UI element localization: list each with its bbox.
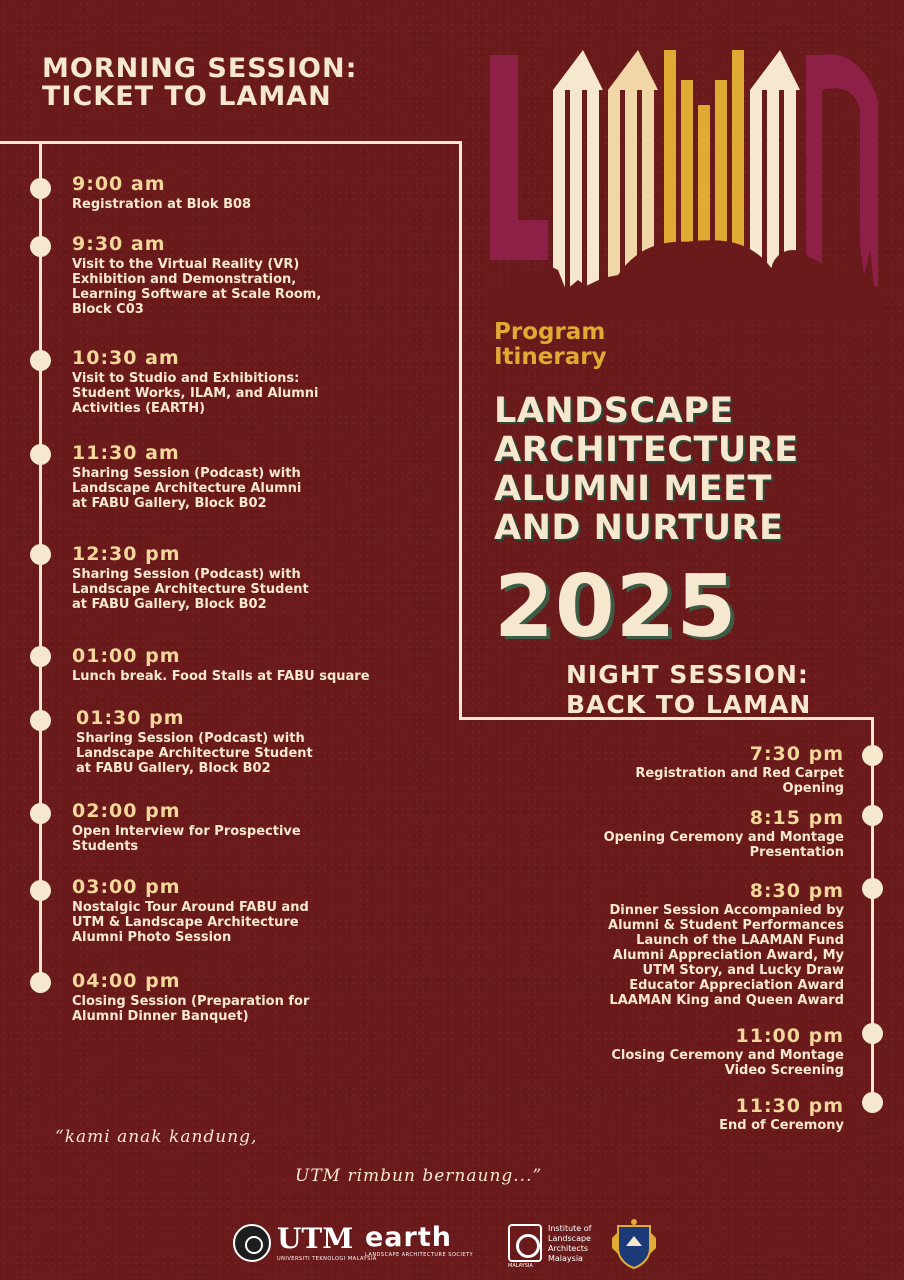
morning-schedule-item	[72, 645, 462, 684]
ilam-emblem-icon	[508, 1224, 542, 1262]
earth-logo	[365, 1224, 490, 1264]
description-line: Sharing Session (Podcast) with	[76, 731, 305, 746]
schedule-description	[72, 257, 462, 317]
schedule-description	[514, 903, 844, 1008]
description-line: Presentation	[749, 845, 844, 860]
timeline-dot	[862, 745, 883, 766]
morning-schedule-item	[72, 233, 462, 317]
ilam-logo	[508, 1222, 603, 1268]
schedule-description	[72, 197, 462, 212]
morning-schedule-item	[72, 173, 462, 212]
description-line: Visit to Studio and Exhibitions:	[72, 371, 300, 386]
timeline-dot	[30, 972, 51, 993]
schedule-description	[72, 824, 462, 854]
description-line: Students	[72, 839, 139, 854]
timeline-dot	[30, 236, 51, 257]
night-timeline-line	[871, 720, 874, 1105]
schedule-time: 03:00 pm	[72, 876, 181, 898]
schedule-time: 11:30 pm	[735, 1095, 844, 1117]
description-line: Educator Appreciation Award	[629, 978, 844, 993]
schedule-description	[72, 994, 462, 1024]
night-schedule-item	[514, 807, 844, 860]
timeline-dot	[862, 878, 883, 899]
description-line: Opening	[782, 781, 844, 796]
description-line: Landscape Architecture Alumni	[72, 481, 302, 496]
timeline-dot	[862, 1092, 883, 1113]
description-line: Registration at Blok B08	[72, 197, 252, 212]
program-line2: Itinerary	[494, 344, 607, 370]
description-line: Student Works, ILAM, and Alumni	[72, 386, 319, 401]
description-line: UTM Story, and Lucky Draw	[642, 963, 844, 978]
description-line: Activities (EARTH)	[72, 401, 206, 416]
timeline-dot	[30, 880, 51, 901]
utm-emblem-icon	[233, 1224, 271, 1262]
ilam-country: MALAYSIA	[508, 1263, 533, 1269]
description-line: Opening Ceremony and Montage	[603, 830, 844, 845]
schedule-time: 04:00 pm	[72, 970, 181, 992]
morning-schedule-item	[72, 800, 462, 854]
description-line: Alumni Appreciation Award, My	[612, 948, 844, 963]
schedule-time: 12:30 pm	[72, 543, 181, 565]
description-line: Dinner Session Accompanied by	[609, 903, 844, 918]
event-title	[494, 392, 894, 548]
description-line: Registration and Red Carpet	[635, 766, 844, 781]
quote-line2: UTM rimbun bernaung...”	[295, 1166, 543, 1186]
description-line: Sharing Session (Podcast) with	[72, 567, 301, 582]
footer-logos	[230, 1218, 670, 1270]
utm-logo	[233, 1222, 377, 1264]
night-schedule-item	[514, 1025, 844, 1078]
description-line: at FABU Gallery, Block B02	[76, 761, 271, 776]
timeline-dot	[30, 178, 51, 199]
frame-right-line	[459, 141, 462, 720]
description-line: Closing Session (Preparation for	[72, 994, 310, 1009]
description-line: Video Screening	[724, 1063, 844, 1078]
timeline-dot	[30, 646, 51, 667]
program-itinerary	[494, 320, 607, 370]
timeline-dot	[30, 544, 51, 565]
description-line: at FABU Gallery, Block B02	[72, 496, 267, 511]
program-line1: Program	[494, 319, 606, 345]
description-line: Nostalgic Tour Around FABU and	[72, 900, 309, 915]
schedule-time: 11:00 pm	[735, 1025, 844, 1047]
earth-subtitle: LANDSCAPE ARCHITECTURE SOCIETY	[365, 1252, 474, 1258]
description-line: Launch of the LAAMAN Fund	[636, 933, 844, 948]
timeline-dot	[862, 805, 883, 826]
frame-top-line	[0, 141, 462, 144]
schedule-time: 9:30 am	[72, 233, 166, 255]
schedule-description	[76, 731, 466, 776]
schedule-description	[514, 830, 844, 860]
event-title-line1: LANDSCAPE	[494, 391, 734, 431]
utm-wordmark: UTM	[277, 1222, 354, 1255]
morning-session-title	[42, 55, 357, 111]
schedule-time: 7:30 pm	[749, 743, 844, 765]
schedule-description	[514, 1048, 844, 1078]
schedule-description	[514, 766, 844, 796]
schedule-description	[72, 371, 462, 416]
timeline-dot	[30, 350, 51, 371]
event-title-line2: ARCHITECTURE	[494, 430, 799, 470]
schedule-time: 8:15 pm	[749, 807, 844, 829]
description-line: Block C03	[72, 302, 144, 317]
description-line: Visit to the Virtual Reality (VR)	[72, 257, 300, 272]
description-line: Open Interview for Prospective	[72, 824, 301, 839]
description-line: Landscape Architecture Student	[72, 582, 309, 597]
description-line: Lunch break. Food Stalls at FABU square	[72, 669, 370, 684]
timeline-dot	[30, 803, 51, 824]
schedule-description	[72, 900, 462, 945]
utm-subtitle: UNIVERSITI TEKNOLOGI MALAYSIA	[277, 1256, 377, 1262]
schedule-description	[72, 567, 462, 612]
description-line: Learning Software at Scale Room,	[72, 287, 322, 302]
timeline-dot	[30, 444, 51, 465]
description-line: End of Ceremony	[719, 1118, 844, 1133]
night-schedule-item	[514, 1095, 844, 1133]
schedule-time: 01:30 pm	[76, 707, 185, 729]
description-line: UTM & Landscape Architecture	[72, 915, 299, 930]
schedule-time: 10:30 am	[72, 347, 180, 369]
morning-title-line2: TICKET TO LAMAN	[42, 81, 332, 112]
description-line: LAAMAN King and Queen Award	[609, 993, 844, 1008]
schedule-description	[72, 669, 462, 684]
description-line: Closing Ceremony and Montage	[611, 1048, 844, 1063]
event-year: 2025	[494, 557, 738, 657]
description-line: Alumni Dinner Banquet)	[72, 1009, 249, 1024]
timeline-dot	[30, 710, 51, 731]
morning-schedule-item	[76, 707, 466, 776]
faculty-crest-icon	[610, 1218, 658, 1270]
schedule-time: 01:00 pm	[72, 645, 181, 667]
description-line: Exhibition and Demonstration,	[72, 272, 297, 287]
description-line: Alumni & Student Performances	[608, 918, 844, 933]
description-line: Alumni Photo Session	[72, 930, 232, 945]
schedule-time: 8:30 pm	[749, 880, 844, 902]
morning-schedule-item	[72, 970, 462, 1024]
description-line: at FABU Gallery, Block B02	[72, 597, 267, 612]
night-title-line2: BACK TO LAMAN	[566, 690, 812, 719]
timeline-dot	[862, 1023, 883, 1044]
schedule-time: 11:30 am	[72, 442, 180, 464]
laaman-logo	[488, 50, 883, 320]
earth-wordmark: earth	[365, 1222, 452, 1253]
morning-schedule-item	[72, 347, 462, 416]
night-schedule-item	[514, 743, 844, 796]
ilam-name: Institute of Landscape Architects Malaysia	[548, 1224, 592, 1263]
schedule-description	[514, 1118, 844, 1133]
quote-line1: “kami anak kandung,	[55, 1127, 258, 1147]
event-title-line3: ALUMNI MEET	[494, 469, 772, 509]
morning-schedule-item	[72, 543, 462, 612]
schedule-time: 9:00 am	[72, 173, 166, 195]
night-schedule-item	[514, 880, 844, 1008]
event-title-line4: AND NURTURE	[494, 508, 784, 548]
morning-schedule-item	[72, 876, 462, 945]
morning-schedule-item	[72, 442, 462, 511]
description-line: Sharing Session (Podcast) with	[72, 466, 301, 481]
night-session-title	[566, 660, 811, 720]
morning-title-line1: MORNING SESSION:	[42, 53, 358, 84]
description-line: Landscape Architecture Student	[76, 746, 313, 761]
schedule-time: 02:00 pm	[72, 800, 181, 822]
schedule-description	[72, 466, 462, 511]
night-title-line1: NIGHT SESSION:	[566, 660, 809, 689]
